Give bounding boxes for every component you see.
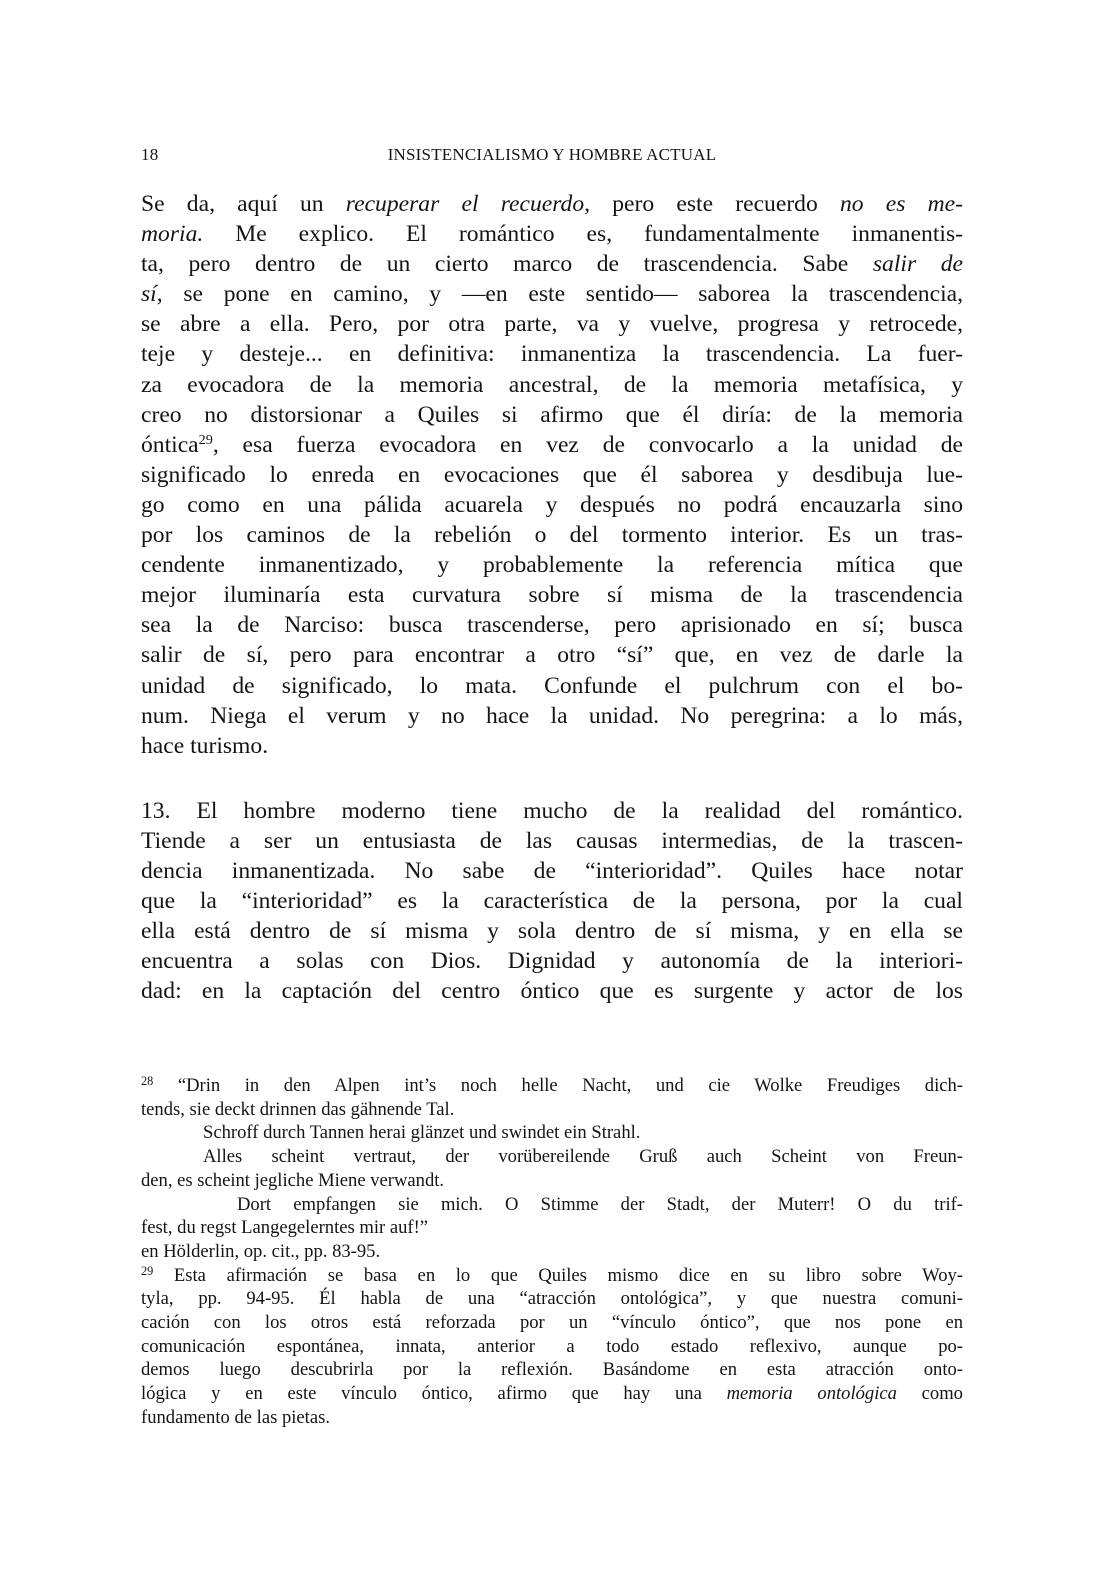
- footnote-line: comunicación espontánea, innata, anterior a todo estado reflexivo, aunque po-: [141, 1335, 963, 1357]
- footnote-line: tends, sie deckt drinnen das gähnende Tal.: [141, 1098, 455, 1120]
- text-line: sí, se pone en camino, y —en este sentido— saborea la trascendencia,: [141, 281, 963, 308]
- text-line: cendente inmanentizado, y probablemente la referencia mítica que: [141, 552, 963, 579]
- footnote-line: demos luego descubrirla por la reflexión. Basándome en esta atracción onto-: [141, 1359, 963, 1381]
- text-line: encuentra a solas con Dios. Dignidad y autonomía de la interiori-: [141, 948, 963, 975]
- footnote-marker: 29: [141, 1263, 154, 1278]
- footnote-29: [141, 1264, 963, 1430]
- footnote-line: $^{28}$ “Drin in den Alpen int’s noch helle Nacht, und cie Wolke Freudiges dich-: [141, 1073, 963, 1096]
- footnote-marker: 28: [141, 1073, 154, 1088]
- footnote-line: Schroff durch Tannen herai glänzet und swindet ein Strahl.: [203, 1122, 641, 1144]
- main-text: [141, 189, 963, 1006]
- paragraph-romantic: [141, 189, 963, 761]
- text-line: 13. El hombre moderno tiene mucho de la realidad del romántico.: [141, 797, 963, 824]
- footnote-line: en Hölderlin, op. cit., pp. 83-95.: [141, 1240, 381, 1262]
- text-line: teje y desteje... en definitiva: inmanentiza la trascendencia. La fuer-: [141, 341, 963, 368]
- footnote-line: cación con los otros está reforzada por un “vínculo óntico”, que nos pone en: [141, 1312, 963, 1334]
- footnote-line: tyla, pp. 94-95. Él habla de una “atracción ontológica”, y que nuestra comuni-: [141, 1288, 963, 1310]
- text-line: significado lo enreda en evocaciones que él saborea y desdibuja lue-: [141, 461, 963, 488]
- footnote-line: lógica y en este vínculo óntico, afirmo que hay una memoria ontológica como: [141, 1383, 963, 1405]
- text-line: que la “interioridad” es la característica de la persona, por la cual: [141, 888, 963, 915]
- text-line: ta, pero dentro de un cierto marco de trascendencia. Sabe salir de: [141, 251, 963, 278]
- footnote-line: $^{29}$ Esta afirmación se basa en lo que Quiles mismo dice en su libro sobre Woy-: [141, 1263, 963, 1286]
- text-line: hace turismo.: [141, 732, 269, 759]
- footnote-28: [141, 1074, 963, 1264]
- footnotes: [141, 1074, 963, 1430]
- text-line: unidad de significado, lo mata. Confunde el pulchrum con el bo-: [141, 672, 963, 699]
- text-line: salir de sí, pero para encontrar a otro “sí” que, en vez de darle la: [141, 642, 963, 669]
- text-line: dad: en la captación del centro óntico que es surgente y actor de los: [141, 978, 963, 1005]
- page-header: [141, 145, 963, 173]
- text-line: Tiende a ser un entusiasta de las causas intermedias, de la trascen-: [141, 827, 963, 854]
- running-title: INSISTENCIALISMO Y HOMBRE ACTUAL: [387, 145, 717, 164]
- text-line: dencia inmanentizada. No sabe de “interioridad”. Quiles hace notar: [141, 857, 963, 884]
- text-line: óntica$^{29}$, esa fuerza evocadora en vez de convocarlo a la unidad de: [141, 431, 963, 458]
- footnote-ref-29: 29: [198, 431, 213, 448]
- paragraph-gap: [141, 761, 963, 796]
- text-line: za evocadora de la memoria ancestral, de la memoria metafísica, y: [141, 371, 963, 398]
- footnote-line: Dort empfangen sie mich. O Stimme der Stadt, der Muterr! O du trif-: [237, 1193, 963, 1215]
- footnote-line: fundamento de las pietas.: [141, 1406, 330, 1428]
- footnote-line: fest, du regst Langegelerntes mir auf!”: [141, 1217, 429, 1239]
- text-line: num. Niega el verum y no hace la unidad. No peregrina: a lo más,: [141, 702, 963, 729]
- text-line: moria. Me explico. El romántico es, fundamentalmente inmanentis-: [141, 221, 963, 248]
- text-line: se abre a ella. Pero, por otra parte, va y vuelve, progresa y retrocede,: [141, 311, 963, 338]
- text-line: mejor iluminaría esta curvatura sobre sí misma de la trascendencia: [141, 582, 963, 609]
- page-number: 18: [141, 145, 159, 164]
- footnote-line: den, es scheint jegliche Miene verwandt.: [141, 1169, 445, 1191]
- text-line: ella está dentro de sí misma y sola dentro de sí misma, y en ella se: [141, 918, 963, 945]
- text-line: Se da, aquí un recuperar el recuerdo, pero este recuerdo no es me-: [141, 191, 963, 217]
- text-line: creo no distorsionar a Quiles si afirmo que él diría: de la memoria: [141, 401, 963, 428]
- text-line: sea la de Narciso: busca trascenderse, pero aprisionado en sí; busca: [141, 612, 963, 639]
- paragraph-13: [141, 796, 963, 1007]
- text-line: go como en una pálida acuarela y después no podrá encauzarla sino: [141, 491, 963, 518]
- footnote-line: Alles scheint vertraut, der vorübereilende Gruß auch Scheint von Freun-: [203, 1146, 963, 1168]
- text-line: por los caminos de la rebelión o del tormento interior. Es un tras-: [141, 522, 963, 549]
